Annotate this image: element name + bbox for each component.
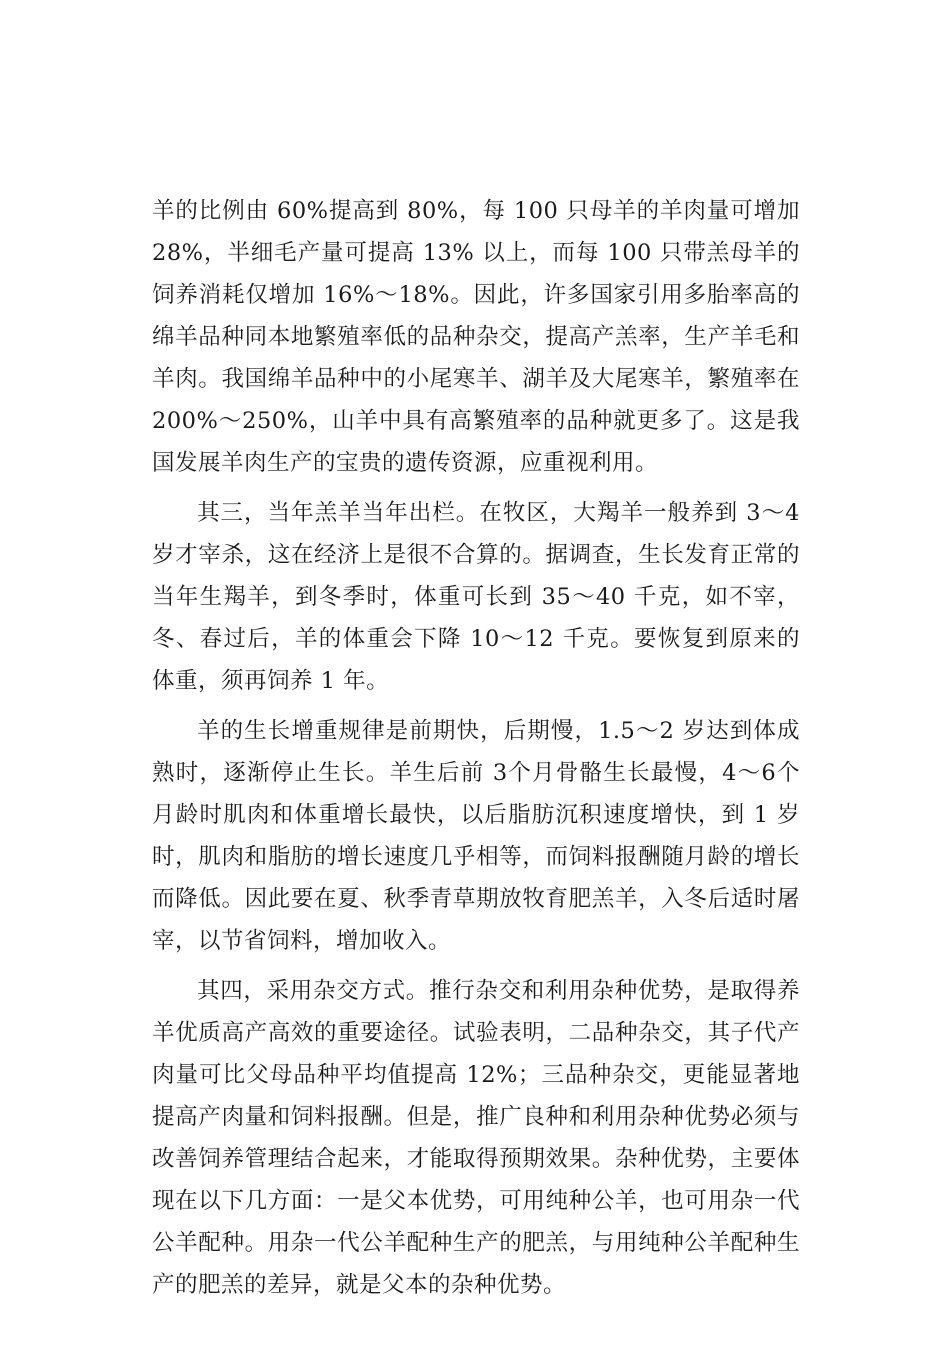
paragraph-lamb-slaughter: 其三，当年羔羊当年出栏。在牧区，大羯羊一般养到 3～4 岁才宰杀，这在经济上是很不合算的。据调查，生长发育正常的当年生羯羊，到冬季时，体重可长到 35～40 千克，如不宰，冬、春过后，羊的体重会下降 10～12 千克。要恢复到原来的体重，须再饲养 1 年。 — [152, 500, 800, 694]
paragraph-growth-pattern: 羊的生长增重规律是前期快，后期慢，1.5～2 岁达到体成熟时，逐渐停止生长。羊生后前 3个月骨骼生长最慢，4～6个月龄时肌肉和体重增长最快，以后脂肪沉积速度增快，到 1 岁时，肌肉和脂肪的增长速度几乎相等，而饲料报酬随月龄的增长而降低。因此要在夏、秋季青草期放牧育肥羔羊，入冬后适时屠宰，以节省饲料，增加收入。 — [152, 718, 800, 954]
body-text — [152, 190, 800, 1314]
paragraph-crossbreeding: 其四，采用杂交方式。推行杂交和利用杂种优势，是取得养羊优质高产高效的重要途径。试验表明，二品种杂交，其子代产肉量可比父母品种平均值提高 12%；三品种杂交，更能显著地提高产肉量和饲料报酬。但是，推广良种和利用杂种优势必须与改善饲养管理结合起来，才能取得预期效果。杂种优势，主要体现在以下几方面：一是父本优势，可用纯种公羊，也可用杂一代公羊配种。用杂一代公羊配种生产的肥羔，与用纯种公羊配种生产的肥羔的差异，就是父本的杂种优势。 — [152, 978, 800, 1298]
paragraph-continued: 羊的比例由 60%提高到 80%，每 100 只母羊的羊肉量可增加 28%，半细毛产量可提高 13% 以上，而每 100 只带羔母羊的饲养消耗仅增加 16%～18%。因此，许多国家引用多胎率高的绵羊品种同本地繁殖率低的品种杂交，提高产羔率，生产羊毛和羊肉。我国绵羊品种中的小尾寒羊、湖羊及大尾寒羊，繁殖率在 200%～250%，山羊中具有高繁殖率的品种就更多了。这是我国发展羊肉生产的宝贵的遗传资源，应重视利用。 — [152, 198, 800, 476]
